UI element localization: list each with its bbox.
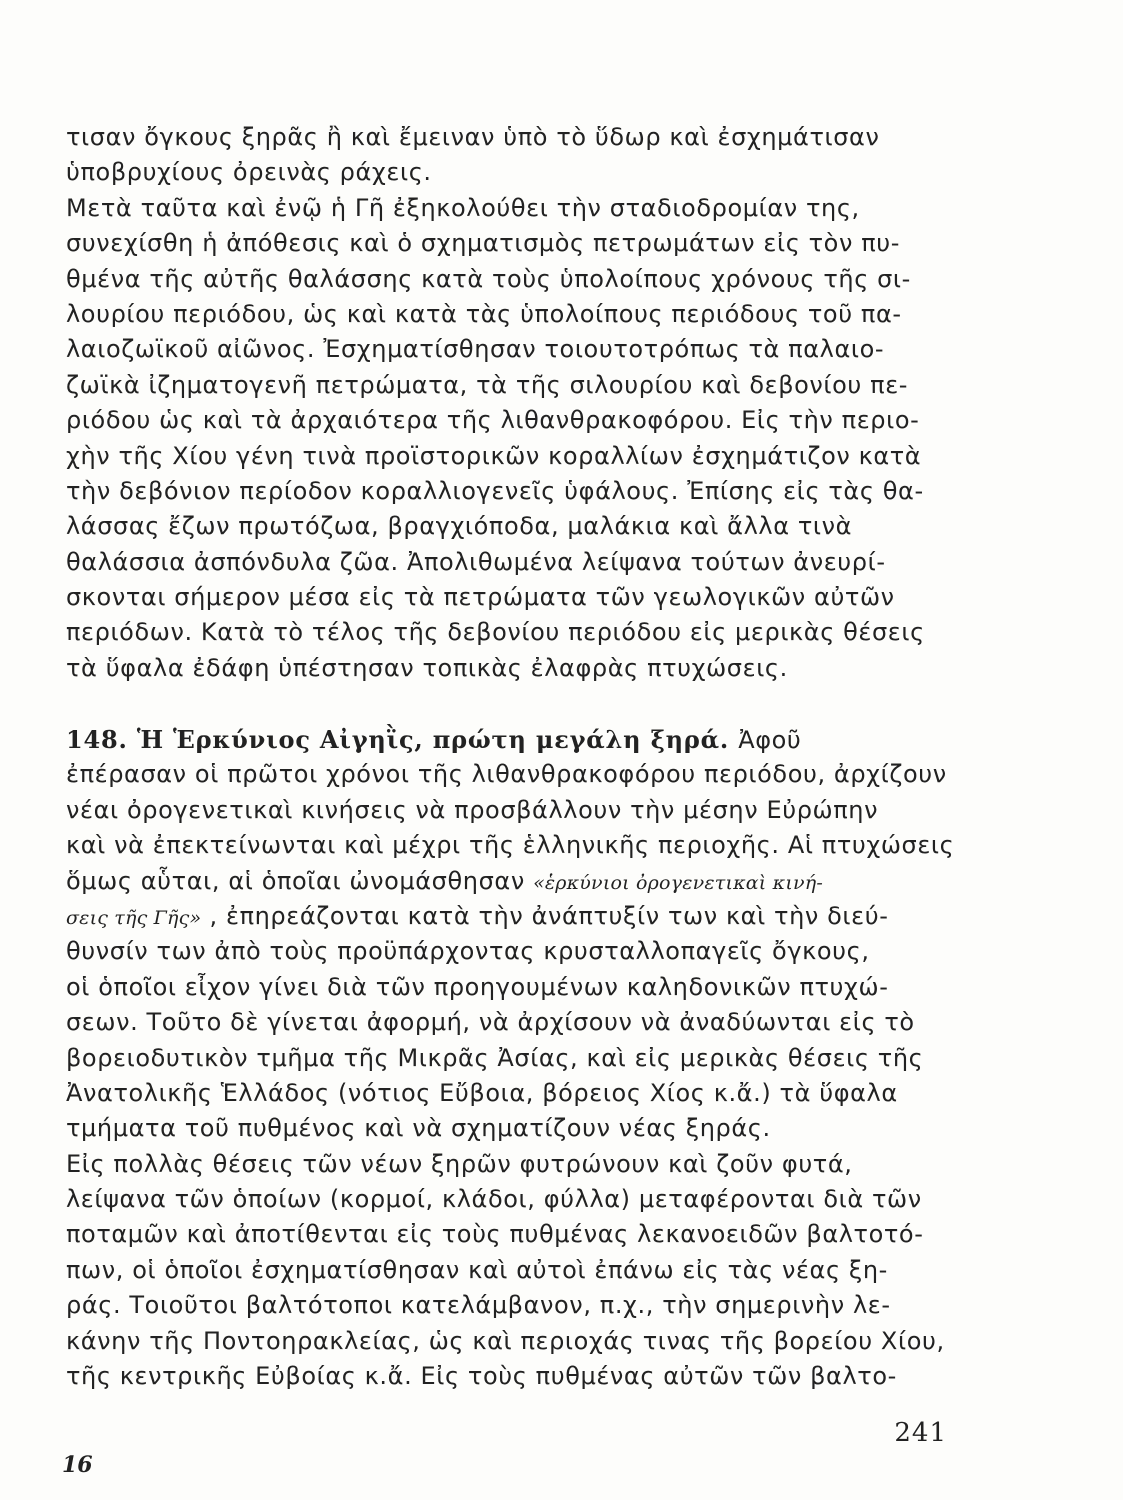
text-line: ὑποβρυχίους ὀρεινὰς ράχεις. <box>66 158 432 187</box>
text-line: ἐπέρασαν οἱ πρῶτοι χρόνοι τῆς λιθανθρακοφόρου περιόδου, ἀρχίζουν <box>66 760 947 789</box>
text-line: σκονται σήμερον μέσα εἰς τὰ πετρώματα τῶν γεωλογικῶν αὐτῶν <box>66 583 895 612</box>
section-title: Ἡ Ἑρκύνιος Αἰγηῒς, πρώτη μεγάλη ξηρά. <box>136 725 730 754</box>
text-line: ριόδου ὡς καὶ τὰ ἀρχαιότερα τῆς λιθανθρακοφόρου. Εἰς τὴν περιο- <box>66 406 920 435</box>
text-line: ποταμῶν καὶ ἀποτίθενται εἰς τοὺς πυθμένας λεκανοειδῶν βαλτοτό- <box>66 1220 924 1249</box>
italic-term: σεις τῆς Γῆς» <box>66 906 202 929</box>
text-line: τῆς κεντρικῆς Εὐβοίας κ.ἄ. Εἰς τοὺς πυθμένας αὐτῶν τῶν βαλτο- <box>66 1362 897 1391</box>
text-line: σεων. Τοῦτο δὲ γίνεται ἀφορμή, νὰ ἀρχίσουν νὰ ἀναδύωνται εἰς τὸ <box>66 1008 915 1037</box>
italic-term: «ἑρκύνιοι ὀρογενετικαὶ κινή- <box>533 871 823 894</box>
text-line: Εἰς πολλὰς θέσεις τῶν νέων ξηρῶν φυτρώνουν καὶ ζοῦν φυτά, <box>66 1149 853 1178</box>
page-number: 241 <box>894 1418 947 1448</box>
text-line: λαιοζωϊκοῦ αἰῶνος. Ἐσχηματίσθησαν τοιουτοτρόπως τὰ παλαιο- <box>66 335 885 364</box>
text-line: τὴν δεβόνιον περίοδον κοραλλιογενεῖς ὑφάλους. Ἐπίσης εἰς τὰς θα- <box>66 476 924 505</box>
text-segment: , ἐπηρεάζονται κατὰ τὴν ἀνάπτυξίν των καὶ τὴν διεύ- <box>209 901 889 930</box>
text-segment: ὅμως αὗται, αἱ ὁποῖαι ὠνομάσθησαν <box>66 866 534 895</box>
text-line: ζωϊκὰ ἰζηματογενῆ πετρώματα, τὰ τῆς σιλουρίου καὶ δεβονίου πε- <box>66 370 909 399</box>
text-line-with-quote <box>66 864 966 899</box>
text-line: λουρίου περιόδου, ὡς καὶ κατὰ τὰς ὑπολοίπους περιόδους τοῦ πα- <box>66 299 902 328</box>
text-line: λείψανα τῶν ὁποίων (κορμοί, κλάδοι, φύλλα) μεταφέρονται διὰ τῶν <box>66 1185 922 1214</box>
text-line: τισαν ὄγκους ξηρᾶς ἢ καὶ ἔμειναν ὑπὸ τὸ ὕδωρ καὶ ἐσχημάτισαν <box>66 123 880 151</box>
section-number: 148. <box>66 725 128 754</box>
section-heading-line <box>66 722 966 757</box>
signature-mark: 16 <box>62 1452 93 1478</box>
text-line: Μετὰ ταῦτα καὶ ἐνῷ ἡ Γῆ ἐξηκολούθει τὴν σταδιοδρομίαν της, <box>66 193 860 222</box>
text-line: κάνην τῆς Ποντοηρακλείας, ὡς καὶ περιοχάς τινας τῆς βορείου Χίου, <box>66 1326 945 1355</box>
text-line: τὰ ὕφαλα ἐδάφη ὑπέστησαν τοπικὰς ἐλαφρὰς πτυχώσεις. <box>66 653 788 682</box>
text-line: χὴν τῆς Χίου γένη τινὰ προϊστορικῶν κοραλλίων ἐσχημάτιζον κατὰ <box>66 441 922 470</box>
text-line: πων, οἱ ὁποῖοι ἐσχηματίσθησαν καὶ αὐτοὶ ἐπάνω εἰς τὰς νέας ξη- <box>66 1255 888 1284</box>
text-line: συνεχίσθη ἡ ἀπόθεσις καὶ ὁ σχηματισμὸς πετρωμάτων εἰς τὸν πυ- <box>66 229 900 258</box>
text-line: τμήματα τοῦ πυθμένος καὶ νὰ σχηματίζουν νέας ξηράς. <box>66 1114 771 1143</box>
text-line: νέαι ὀρογενετικαὶ κινήσεις νὰ προσβάλλουν τὴν μέσην Εὐρώπην <box>66 795 879 824</box>
section-first-line-rest: Ἀφοῦ <box>738 726 802 754</box>
text-line: Ἀνατολικῆς Ἑλλάδος (νότιος Εὔβοια, βόρειος Χίος κ.ἄ.) τὰ ὕφαλα <box>66 1078 898 1107</box>
text-line: βορειοδυτικὸν τμῆμα τῆς Μικρᾶς Ἀσίας, καὶ εἰς μερικὰς θέσεις τῆς <box>66 1043 924 1072</box>
text-line: οἱ ὁποῖοι εἶχον γίνει διὰ τῶν προηγουμένων καληδονικῶν πτυχώ- <box>66 972 889 1001</box>
text-line-with-quote <box>66 899 966 934</box>
text-line: θυνσίν των ἀπὸ τοὺς προϋπάρχοντας κρυσταλλοπαγεῖς ὄγκους, <box>66 937 870 966</box>
text-line: περιόδων. Κατὰ τὸ τέλος τῆς δεβονίου περιόδου εἰς μερικὰς θέσεις <box>66 618 925 647</box>
text-line: θμένα τῆς αὐτῆς θαλάσσης κατὰ τοὺς ὑπολοίπους χρόνους τῆς σι- <box>66 264 911 293</box>
text-line: θαλάσσια ἀσπόνδυλα ζῶα. Ἀπολιθωμένα λείψανα τούτων ἀνευρί- <box>66 547 886 576</box>
text-line: λάσσας ἔζων πρωτόζωα, βραγχιόποδα, μαλάκια καὶ ἄλλα τινὰ <box>66 512 853 541</box>
text-line: καὶ νὰ ἐπεκτείνωνται καὶ μέχρι τῆς ἑλληνικῆς περιοχῆς. Αἱ πτυχώσεις <box>66 831 955 860</box>
text-line: ράς. Τοιοῦτοι βαλτότοποι κατελάμβανον, π.χ., τὴν σημερινὴν λε- <box>66 1291 891 1320</box>
section-heading <box>66 725 738 754</box>
paragraph-geology-silurian <box>66 120 966 686</box>
section-148 <box>66 722 966 1394</box>
